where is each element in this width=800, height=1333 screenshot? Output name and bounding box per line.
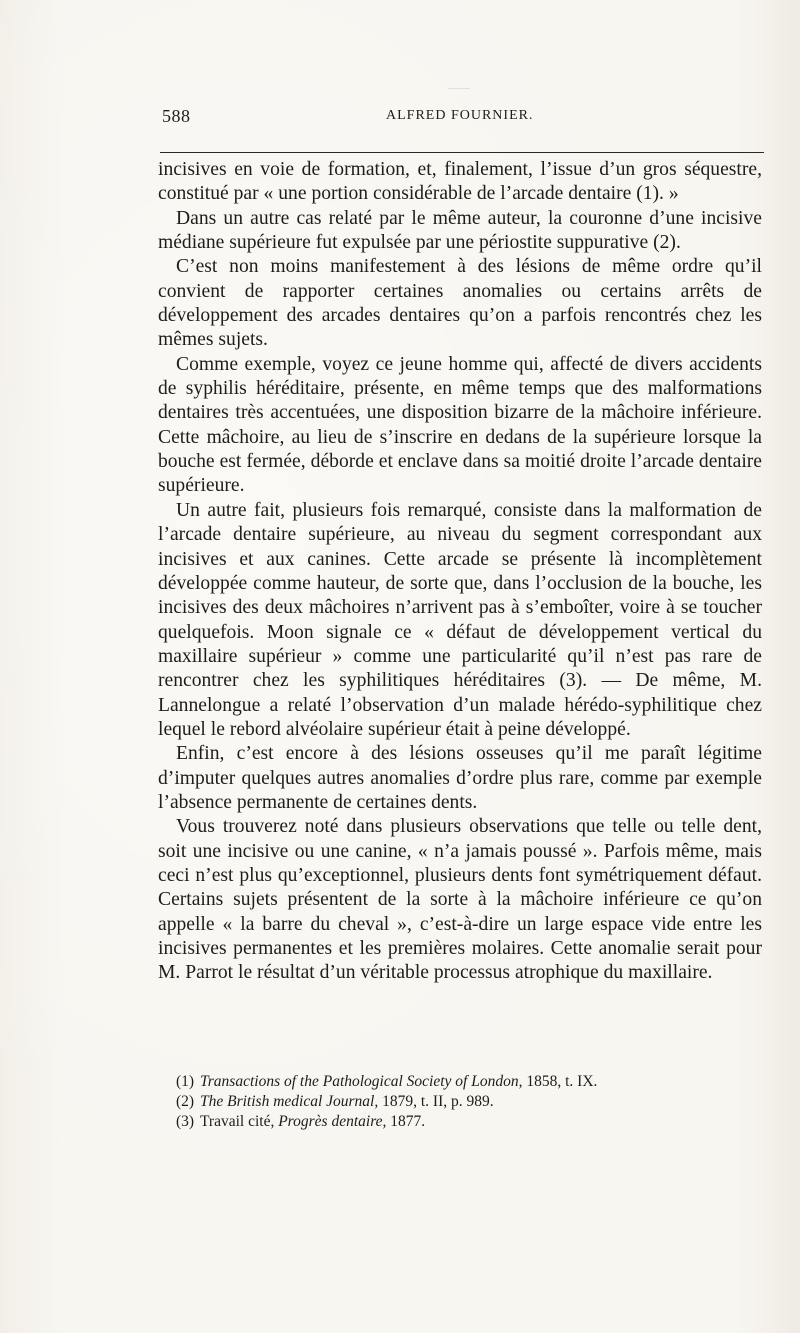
print-mark <box>448 88 470 89</box>
paragraph: Un autre fait, plusieurs fois remarqué, consiste dans la malformation de l’arcade dentaire supérieure, au niveau du segment correspondant aux incisives et aux canines. Cette arcade se présente là incomplètement développée comme hauteur, de sorte que, dans l’occlusion de la bouche, les incisives des deux mâchoires n’arrivent pas à s’emboîter, voire à se toucher quelquefois. Moon signale ce « défaut de développement vertical du maxillaire supérieur » comme une particularité qu’il n’est pas rare de rencontrer chez les syphilitiques héréditaires (3). — De même, M. Lannelongue a relaté l’observation d’un malade hérédo-syphilitique chez lequel le rebord alvéolaire supérieur était à peine développé. <box>158 499 762 740</box>
footnote-prefix: Travail cité, <box>200 1113 279 1130</box>
paragraph: Comme exemple, voyez ce jeune homme qui, affecté de divers accidents de syphilis héréditaire, présente, en même temps que des malformations dentaires très accentuées, une disposition bizarre de la mâchoire inférieure. Cette mâchoire, au lieu de s’inscrire en dedans de la supérieure lorsque la bouche est fermée, déborde et enclave dans sa moitié droite l’arcade dentaire supérieure. <box>158 353 762 497</box>
footnote-number: (3) <box>176 1113 195 1130</box>
paragraph: incisives en voie de formation, et, finalement, l’issue d’un gros séquestre, constitué par « une portion considérable de l’arcade dentaire (1). » <box>158 159 762 205</box>
footnote-source-title: Transactions of the Pathological Society of London, <box>200 1073 523 1090</box>
footnote <box>176 1072 736 1092</box>
running-head: ALFRED FOURNIER. <box>386 108 534 123</box>
footnote-number: (2) <box>176 1093 195 1110</box>
body-text <box>158 158 762 986</box>
footnote-source-title: Progrès dentaire, <box>278 1113 387 1130</box>
footnote-reference: 1879, t. II, p. 989. <box>378 1093 494 1110</box>
page-header <box>162 106 766 130</box>
header-rule <box>160 152 764 153</box>
paragraph: Vous trouverez noté dans plusieurs observations que telle ou telle dent, soit une incisive ou une canine, « n’a jamais poussé ». Parfois même, mais ceci n’est plus qu’exceptionnel, plusieurs dents font symétriquement défaut. Certains sujets présentent de la sorte à la mâchoire inférieure ce qu’on appelle « la barre du cheval », c’est-à-dire un large espace vide entre les incisives permanentes et les premières molaires. Cette anomalie serait pour M. Parrot le résultat d’un véritable processus atrophique du maxillaire. <box>158 816 762 984</box>
footnote-reference: 1877. <box>386 1113 426 1130</box>
paragraph: C’est non moins manifestement à des lésions de même ordre qu’il convient de rapporter certaines anomalies ou certains arrêts de développement des arcades dentaires qu’on a parfois rencontrés chez les mêmes sujets. <box>158 256 762 351</box>
footnote <box>176 1112 736 1132</box>
footnotes <box>176 1072 736 1132</box>
page-number: 588 <box>162 106 191 126</box>
footnote <box>176 1092 736 1112</box>
paragraph: Dans un autre cas relaté par le même auteur, la couronne d’une incisive médiane supérieure fut expulsée par une périostite suppurative (2). <box>158 207 762 254</box>
paragraph: Enfin, c’est encore à des lésions osseuses qu’il me paraît légitime d’imputer quelques autres anomalies d’ordre plus rare, comme par exemple l’absence permanente de certaines dents. <box>158 743 762 813</box>
footnote-source-title: The British medical Journal, <box>200 1093 379 1110</box>
footnote-number: (1) <box>176 1073 195 1090</box>
footnote-reference: 1858, t. IX. <box>522 1073 598 1090</box>
